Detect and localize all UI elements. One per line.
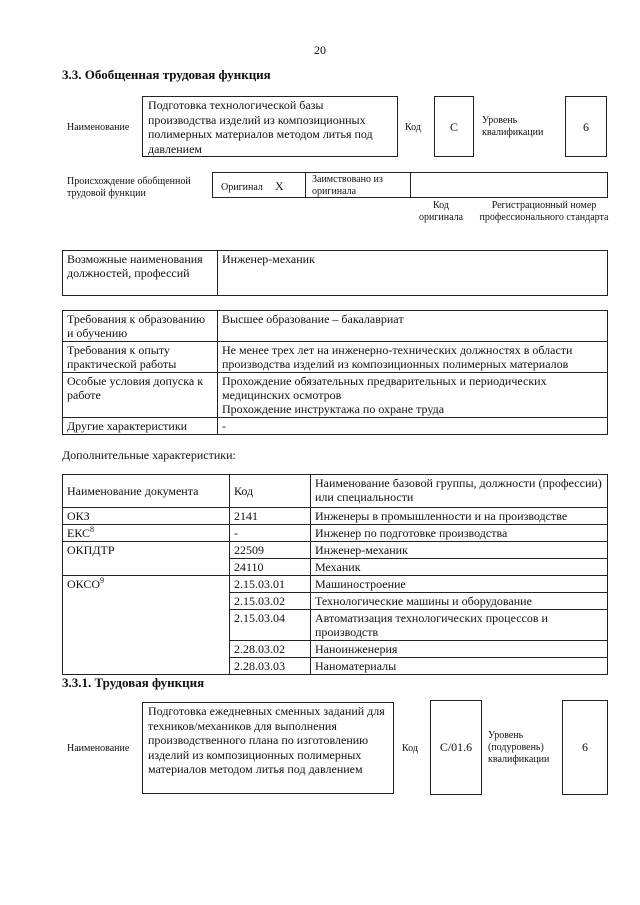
work-function-name-value: Подготовка ежедневных сменных заданий для техников/механиков для выполнения производственного плана по изготовлению изделий из композиционных полимерных материалов методом литья под давлением [148, 704, 385, 776]
code-label: Код [402, 743, 418, 754]
name-cell: Автоматизация технологических процессов и производств [311, 610, 608, 641]
req-label: Другие характеристики [63, 418, 218, 435]
code-cell: 2.28.03.02 [230, 641, 311, 658]
doc-cell [63, 525, 230, 542]
level-value: 6 [582, 740, 588, 754]
req-value-2: Прохождение инструктажа по охране труда [222, 402, 445, 416]
code-box [430, 700, 482, 795]
original-label: Оригинал [221, 182, 263, 193]
name-cell: Инженер-механик [311, 542, 608, 559]
req-value: Высшее образование – бакалавриат [218, 311, 608, 342]
req-value-cell [218, 373, 608, 418]
doc-cell [63, 508, 230, 525]
level-box [562, 700, 608, 795]
positions-label: Возможные наименования должностей, профессий [63, 251, 218, 296]
reg-number-label: Регистрационный номер профессионального стандарта [479, 200, 609, 223]
doc-name: ОКЗ [67, 509, 90, 523]
section-heading: 3.3. Обобщенная трудовая функция [62, 67, 271, 82]
original-mark: X [275, 179, 284, 193]
code-original-label: Код оригинала [418, 200, 464, 223]
name-cell: Технологические машины и оборудование [311, 593, 608, 610]
code-value: C [449, 120, 458, 134]
code-value: C/01.6 [439, 740, 473, 754]
doc-name: ОКСО [67, 577, 101, 591]
doc-name: ОКПДТР [67, 543, 115, 557]
origin-label: Происхождение обобщенной трудовой функции [67, 176, 191, 199]
level-label: Уровень квалификации [482, 115, 544, 138]
req-label: Требования к опыту практической работы [63, 342, 218, 373]
req-label: Требования к образованию и обучению [63, 311, 218, 342]
name-cell: Наноматериалы [311, 658, 608, 675]
req-value: - [218, 418, 608, 435]
page-number: 20 [314, 43, 326, 57]
code-cell: 2.15.03.04 [230, 610, 311, 641]
code-cell: 2.15.03.02 [230, 593, 311, 610]
requirements-table [62, 310, 608, 435]
code-label: Код [405, 122, 421, 133]
name-label: Наименование [67, 122, 130, 133]
name-cell: Наноинженерия [311, 641, 608, 658]
doc-cell [63, 576, 230, 675]
borrowed-label: Заимствовано из оригинала [312, 174, 383, 197]
doc-cell [63, 542, 230, 576]
level-box [565, 96, 607, 157]
req-label: Особые условия допуска к работе [63, 373, 218, 418]
footnote-mark: 8 [90, 525, 95, 534]
additional-title: Дополнительные характеристики: [62, 448, 236, 462]
name-cell: Инженеры в промышленности и на производстве [311, 508, 608, 525]
code-cell: 2.15.03.01 [230, 576, 311, 593]
positions-table [62, 250, 608, 296]
function-name-value: Подготовка технологической базы производства изделий из композиционных полимерных материалов методом литья под давлением [148, 98, 373, 156]
subsection-heading: 3.3.1. Трудовая функция [62, 675, 205, 690]
level-value: 6 [583, 120, 589, 134]
header-document: Наименование документа [63, 475, 230, 508]
name-cell: Машиностроение [311, 576, 608, 593]
name-cell: Механик [311, 559, 608, 576]
level-label: Уровень (подуровень) квалификации [488, 730, 550, 765]
code-cell: 2.28.03.03 [230, 658, 311, 675]
header-code: Код [230, 475, 311, 508]
req-value: Прохождение обязательных предварительных и периодических медицинских осмотров [222, 374, 547, 402]
additional-table [62, 474, 608, 675]
code-cell: 2141 [230, 508, 311, 525]
work-function-name-box [142, 702, 394, 794]
footnote-mark: 9 [100, 576, 105, 585]
name-label: Наименование [67, 743, 130, 754]
doc-name: ЕКС [67, 526, 91, 540]
positions-value: Инженер-механик [218, 251, 608, 296]
name-cell: Инженер по подготовке производства [311, 525, 608, 542]
req-value: Не менее трех лет на инженерно-технических должностях в области производства изделий из композиционных полимерных материалов [218, 342, 608, 373]
function-name-box [142, 96, 398, 157]
code-cell: 22509 [230, 542, 311, 559]
code-cell: 24110 [230, 559, 311, 576]
header-name: Наименование базовой группы, должности (профессии) или специальности [311, 475, 608, 508]
code-cell: - [230, 525, 311, 542]
code-box [434, 96, 474, 157]
